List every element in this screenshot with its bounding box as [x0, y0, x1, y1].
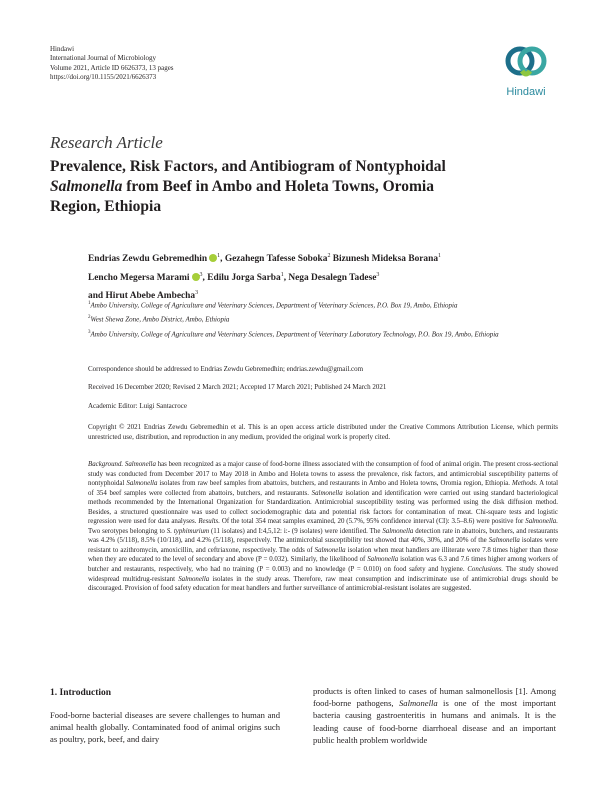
- abstract-italic: S. typhimurium: [166, 527, 210, 535]
- abstract-label-results: Results.: [198, 518, 220, 526]
- abstract-text: detection rate in abattoirs, butchers, and restaurants was 4.2% (5/118), 8.5% (10/118), and 4.2% (5/118), respectively. The antimicrobial susceptibility test showed that 40%, 30%, and 20% of the: [88, 527, 559, 545]
- title-line-2-rest: from Beef in Ambo and Holeta Towns, Oromia: [122, 178, 434, 195]
- publisher-name: Hindawi: [50, 45, 75, 53]
- abstract-label-background: Background.: [88, 461, 124, 468]
- author-affiliation-mark: 1: [438, 253, 442, 259]
- abstract-label-conclusions: Conclusions.: [467, 566, 504, 574]
- author-name[interactable]: Endrias Zewdu Gebremedhin: [88, 254, 208, 265]
- author-affiliation-mark: 3: [195, 290, 199, 297]
- abstract-italic: Salmonella: [126, 480, 158, 488]
- abstract-italic: Salmonella: [314, 546, 346, 554]
- abstract-text: Two serotypes belonging to: [88, 527, 167, 535]
- academic-editor: Academic Editor: Luigi Santacroce: [88, 402, 187, 410]
- abstract-italic: Salmonella: [124, 461, 156, 468]
- article-type: Research Article: [50, 133, 163, 152]
- author-affiliation-mark: 1: [280, 271, 284, 278]
- author-name[interactable]: Hirut Abebe Ambecha: [105, 291, 196, 302]
- author-name[interactable]: Bizunesh Mideksa Borana: [332, 254, 439, 265]
- affiliation-text: West Shewa Zone, Ambo District, Ambo, Ethiopia: [90, 315, 230, 324]
- author-affiliation-mark: 3: [199, 271, 203, 278]
- affiliations: [88, 298, 558, 341]
- copyright-notice: Copyright © 2021 Endrias Zewdu Gebremedhin et al. This is an open access article distributed under the Creative Commons Attribution License, which permits unrestricted use, distribution, and reproduction in any medium, provided the original work is properly cited.: [88, 423, 558, 441]
- affiliation-text: Ambo University, College of Agriculture and Veterinary Sciences, Department of Veterinary Laboratory Technology, P.O. Box 19, Ambo, Ethiopia: [90, 329, 499, 338]
- title-line-2: [50, 177, 560, 197]
- abstract-italic: Salmonella: [178, 575, 210, 583]
- abstract: [88, 460, 558, 594]
- journal-metadata: [50, 45, 174, 82]
- abstract-italic: Salmonella: [367, 556, 399, 564]
- title-italic-salmonella: Salmonella: [50, 178, 123, 195]
- author-affiliation-mark: 3: [376, 271, 380, 278]
- affiliation-number: 1: [88, 301, 91, 306]
- abstract-label-methods: Methods.: [512, 480, 538, 488]
- body-text: is one of the most important bacteria causing gastroenteritis in humans and animals. It is the leading cause of food-borne diarrhoeal disease and an important public health problem worldwide: [313, 698, 556, 745]
- abstract-text: isolation and identification were carried out using standard bacteriological methods recommended by the International Organization for Standardization. Antimicrobial susceptibility testing was performed using the disk diffusion method. Besides, a structured questionnaire was used to collect sociodemographic data and potential risk factors for contamination of meat. Chi-square tests and logistic regression were used for data analyses.: [88, 489, 559, 526]
- abstract-text: The study showed widespread multidrug-resistant: [88, 566, 558, 583]
- affiliation-item: [88, 327, 558, 340]
- abstract-text: isolation was 6.3 and 7.6 times higher among workers of butcher and restaurants, respectively, who had no training (P = 0.003) and no knowledge (P = 0.010) on food safety and hygiene.: [88, 556, 558, 574]
- abstract-text: isolates were resistant to azithromycin, amoxicillin, and ceftriaxone, respectively. The odds of: [88, 537, 558, 554]
- abstract-italic: Salmonella.: [525, 518, 558, 526]
- abstract-italic: Salmonella: [311, 489, 343, 497]
- affiliation-number: 2: [88, 315, 91, 321]
- abstract-italic: Salmonella: [382, 527, 414, 535]
- orcid-icon[interactable]: [192, 273, 200, 281]
- abstract-text: (11 isolates) and I:4,5,12: i:- (9 isolates) were identified. The: [209, 527, 383, 535]
- abstract-text: has been recognized as a major cause of food-borne illness associated with the consumption of food of animal origin. The present cross-sectional study was conducted from December 2017 to May 2018 in Ambo and Holeta towns to assess the prevalence, risk factors, and antimicrobial susceptibility patterns of nontyphoidal: [88, 461, 558, 488]
- affiliation-text: Ambo University, College of Agriculture and Veterinary Sciences, Department of Veterinary Sciences, P.O. Box 19, Ambo, Ethiopia: [90, 301, 458, 310]
- abstract-text: isolation when meat handlers are illiterate were 7.8 times higher than those when they are educated to the level of secondary and above (P = 0.032). Similarly, the likelihood of: [88, 546, 558, 564]
- logo-text: Hindawi: [506, 86, 546, 98]
- and-word: and: [88, 291, 104, 302]
- abstract-text: isolates in the study areas. Therefore, raw meat consumption and indiscriminate use of antimicrobial drugs should be discouraged. Provision of food safety education for meat handlers and further surveillance of antimicrobial-resistant isolates are suggested.: [88, 575, 558, 593]
- affiliation-number: 3: [88, 329, 91, 335]
- correspondence: Correspondence should be addressed to Endrias Zewdu Gebremedhin; endrias.zewdu@gmail.com: [88, 365, 364, 373]
- article-title: [50, 157, 560, 217]
- author-name[interactable]: Nega Desalegn Tadese: [288, 272, 377, 283]
- section-heading: 1. Introduction: [50, 688, 112, 698]
- author-affiliation-mark: 2: [327, 253, 331, 259]
- body-text: products is often linked to cases of human salmonellosis [1]. Among food-borne pathogens,: [313, 686, 556, 709]
- affiliation-item: [88, 312, 558, 325]
- author-row-2: Lencho Megersa Marami $^3$, Edilu Jorga Sarba$^1$, Nega Desalegn Tadese$^3$: [88, 271, 380, 283]
- hindawi-rings-icon: [501, 43, 551, 85]
- abstract-text: A total of 354 beef samples were collected from abattoirs, butchers, and restaurants.: [88, 480, 558, 497]
- body-column-right: [313, 685, 556, 746]
- title-line-1: Prevalence, Risk Factors, and Antibiogram of Nontyphoidal: [50, 158, 446, 175]
- author-list: [88, 249, 558, 305]
- abstract-text: Of the total 354 meat samples examined, 20 (5.7%, 95% confidence interval (CI): 3.5–8.6) were positive for: [219, 518, 526, 526]
- orcid-icon[interactable]: [209, 254, 217, 262]
- author-name[interactable]: Gezahegn Tafesse Soboka: [224, 254, 328, 265]
- author-name[interactable]: Lencho Megersa Marami: [88, 272, 190, 283]
- abstract-italic: Salmonella: [488, 537, 520, 545]
- publication-dates: Received 16 December 2020; Revised 2 March 2021; Accepted 17 March 2021; Published 24 March 2021: [88, 383, 387, 391]
- volume-line: Volume 2021, Article ID 6626373, 13 pages: [50, 63, 174, 72]
- author-name[interactable]: Edilu Jorga Sarba: [207, 272, 281, 283]
- abstract-text: isolates from raw beef samples from abattoirs, butchers, and restaurants in Ambo and Holeta towns, Oromia region, Ethiopia.: [157, 480, 513, 488]
- author-row-1: Endrias Zewdu Gebremedhin $^1$, Gezahegn Tafesse Soboka$^2$ Bizunesh Mideksa Borana$^1$: [88, 253, 442, 265]
- affiliation-item: [88, 298, 558, 311]
- body-italic: Salmonella: [398, 698, 438, 709]
- body-column-left: Food-borne bacterial diseases are severe challenges to human and animal health globally. Contaminated food of animal origins such as poultry, pork, beef, and dairy: [50, 710, 280, 745]
- doi-link[interactable]: https://doi.org/10.1155/2021/6626373: [50, 72, 157, 81]
- author-affiliation-mark: 1: [217, 253, 221, 259]
- hindawi-logo: [496, 43, 556, 109]
- title-line-3: Region, Ethiopia: [50, 198, 162, 215]
- journal-name: International Journal of Microbiology: [50, 54, 156, 63]
